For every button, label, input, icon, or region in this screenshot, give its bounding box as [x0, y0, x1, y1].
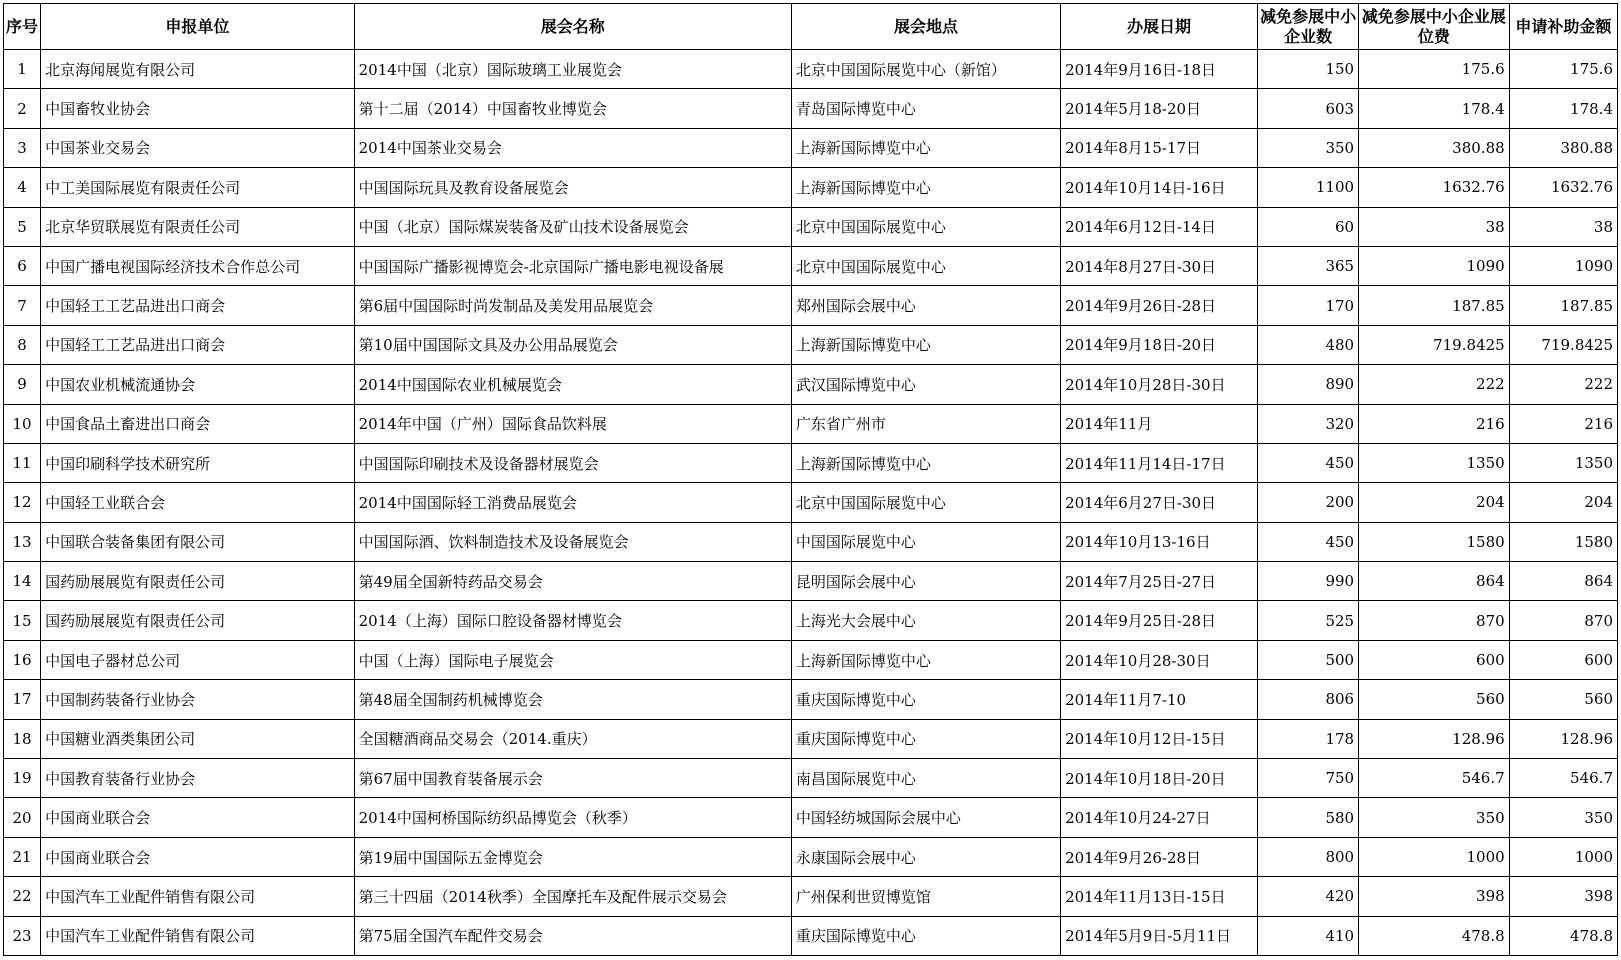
cell-exhibition-name: 中国国际玩具及教育设备展览会 — [354, 168, 791, 207]
cell-venue: 上海光大会展中心 — [791, 601, 1060, 640]
cell-sme-count: 200 — [1258, 483, 1359, 522]
cell-venue: 广东省广州市 — [791, 404, 1060, 443]
cell-booth-fee: 187.85 — [1359, 286, 1510, 325]
cell-applicant: 中国轻工工艺品进出口商会 — [41, 325, 355, 364]
cell-date: 2014年7月25日-27日 — [1061, 562, 1258, 601]
cell-booth-fee: 560 — [1359, 680, 1510, 719]
col-header-index: 序号 — [4, 4, 41, 50]
cell-subsidy: 1000 — [1509, 837, 1617, 876]
cell-sme-count: 410 — [1258, 916, 1359, 955]
table-row — [4, 168, 1618, 207]
cell-exhibition-name: 第19届中国国际五金博览会 — [354, 837, 791, 876]
cell-applicant: 中国茶业交易会 — [41, 128, 355, 167]
cell-subsidy: 216 — [1509, 404, 1617, 443]
cell-booth-fee: 38 — [1359, 207, 1510, 246]
cell-applicant: 中工美国际展览有限责任公司 — [41, 168, 355, 207]
col-header-applicant: 申报单位 — [41, 4, 355, 50]
table-row — [4, 798, 1618, 837]
cell-exhibition-name: 第48届全国制药机械博览会 — [354, 680, 791, 719]
cell-subsidy: 478.8 — [1509, 916, 1617, 955]
cell-sme-count: 990 — [1258, 562, 1359, 601]
cell-sme-count: 750 — [1258, 759, 1359, 798]
cell-applicant: 北京海闻展览有限公司 — [41, 50, 355, 89]
cell-booth-fee: 1090 — [1359, 246, 1510, 285]
cell-index: 17 — [4, 680, 41, 719]
cell-date: 2014年10月14日-16日 — [1061, 168, 1258, 207]
col-header-sme-count: 减免参展中小企业数 — [1258, 4, 1359, 50]
cell-applicant: 北京华贸联展览有限责任公司 — [41, 207, 355, 246]
col-header-booth-fee: 减免参展中小企业展位费 — [1359, 4, 1510, 50]
cell-sme-count: 350 — [1258, 128, 1359, 167]
cell-subsidy: 1350 — [1509, 443, 1617, 482]
cell-index: 2 — [4, 89, 41, 128]
cell-exhibition-name: 2014中国茶业交易会 — [354, 128, 791, 167]
cell-date: 2014年9月25日-28日 — [1061, 601, 1258, 640]
cell-sme-count: 800 — [1258, 837, 1359, 876]
table-row — [4, 640, 1618, 679]
cell-venue: 中国轻纺城国际会展中心 — [791, 798, 1060, 837]
cell-exhibition-name: 中国国际印刷技术及设备器材展览会 — [354, 443, 791, 482]
cell-subsidy: 178.4 — [1509, 89, 1617, 128]
cell-exhibition-name: 2014中国（北京）国际玻璃工业展览会 — [354, 50, 791, 89]
cell-index: 7 — [4, 286, 41, 325]
table-row — [4, 128, 1618, 167]
cell-applicant: 国药励展展览有限责任公司 — [41, 601, 355, 640]
table-row — [4, 207, 1618, 246]
cell-applicant: 中国广播电视国际经济技术合作总公司 — [41, 246, 355, 285]
cell-venue: 北京中国国际展览中心 — [791, 483, 1060, 522]
subsidy-table — [3, 3, 1618, 956]
cell-date: 2014年8月15-17日 — [1061, 128, 1258, 167]
cell-booth-fee: 1632.76 — [1359, 168, 1510, 207]
cell-venue: 武汉国际博览中心 — [791, 365, 1060, 404]
cell-booth-fee: 398 — [1359, 877, 1510, 916]
cell-index: 22 — [4, 877, 41, 916]
table-row — [4, 365, 1618, 404]
cell-applicant: 中国畜牧业协会 — [41, 89, 355, 128]
cell-index: 1 — [4, 50, 41, 89]
cell-venue: 广州保利世贸博览馆 — [791, 877, 1060, 916]
cell-exhibition-name: 2014中国国际轻工消费品展览会 — [354, 483, 791, 522]
cell-exhibition-name: 第49届全国新特药品交易会 — [354, 562, 791, 601]
cell-sme-count: 450 — [1258, 522, 1359, 561]
cell-sme-count: 480 — [1258, 325, 1359, 364]
cell-exhibition-name: 第67届中国教育装备展示会 — [354, 759, 791, 798]
cell-subsidy: 398 — [1509, 877, 1617, 916]
cell-applicant: 中国电子器材总公司 — [41, 640, 355, 679]
cell-venue: 上海新国际博览中心 — [791, 443, 1060, 482]
cell-exhibition-name: 中国国际酒、饮料制造技术及设备展览会 — [354, 522, 791, 561]
cell-exhibition-name: 第6届中国国际时尚发制品及美发用品展览会 — [354, 286, 791, 325]
cell-subsidy: 38 — [1509, 207, 1617, 246]
cell-date: 2014年10月24-27日 — [1061, 798, 1258, 837]
cell-venue: 重庆国际博览中心 — [791, 680, 1060, 719]
cell-index: 5 — [4, 207, 41, 246]
cell-index: 15 — [4, 601, 41, 640]
cell-applicant: 中国食品土畜进出口商会 — [41, 404, 355, 443]
cell-applicant: 中国轻工业联合会 — [41, 483, 355, 522]
table-row — [4, 325, 1618, 364]
cell-index: 12 — [4, 483, 41, 522]
cell-booth-fee: 128.96 — [1359, 719, 1510, 758]
table-row — [4, 837, 1618, 876]
cell-date: 2014年9月26-28日 — [1061, 837, 1258, 876]
cell-applicant: 中国糖业酒类集团公司 — [41, 719, 355, 758]
cell-date: 2014年11月7-10 — [1061, 680, 1258, 719]
table-row — [4, 877, 1618, 916]
cell-index: 20 — [4, 798, 41, 837]
cell-applicant: 中国汽车工业配件销售有限公司 — [41, 916, 355, 955]
cell-sme-count: 420 — [1258, 877, 1359, 916]
cell-date: 2014年11月14日-17日 — [1061, 443, 1258, 482]
cell-exhibition-name: 2014年中国（广州）国际食品饮料展 — [354, 404, 791, 443]
cell-exhibition-name: 第十二届（2014）中国畜牧业博览会 — [354, 89, 791, 128]
cell-sme-count: 500 — [1258, 640, 1359, 679]
cell-applicant: 中国印刷科学技术研究所 — [41, 443, 355, 482]
cell-exhibition-name: 2014中国国际农业机械展览会 — [354, 365, 791, 404]
cell-applicant: 中国轻工工艺品进出口商会 — [41, 286, 355, 325]
cell-booth-fee: 216 — [1359, 404, 1510, 443]
cell-booth-fee: 380.88 — [1359, 128, 1510, 167]
cell-subsidy: 187.85 — [1509, 286, 1617, 325]
cell-date: 2014年10月28日-30日 — [1061, 365, 1258, 404]
table-row — [4, 89, 1618, 128]
cell-subsidy: 719.8425 — [1509, 325, 1617, 364]
cell-applicant: 中国商业联合会 — [41, 798, 355, 837]
cell-venue: 郑州国际会展中心 — [791, 286, 1060, 325]
cell-applicant: 中国商业联合会 — [41, 837, 355, 876]
table-row — [4, 246, 1618, 285]
table-row — [4, 680, 1618, 719]
cell-sme-count: 1100 — [1258, 168, 1359, 207]
cell-subsidy: 1632.76 — [1509, 168, 1617, 207]
cell-venue: 上海新国际博览中心 — [791, 325, 1060, 364]
table-row — [4, 562, 1618, 601]
table-body — [4, 50, 1618, 956]
cell-venue: 上海新国际博览中心 — [791, 640, 1060, 679]
cell-date: 2014年9月16日-18日 — [1061, 50, 1258, 89]
cell-date: 2014年11月13日-15日 — [1061, 877, 1258, 916]
cell-sme-count: 603 — [1258, 89, 1359, 128]
cell-date: 2014年11月 — [1061, 404, 1258, 443]
cell-index: 10 — [4, 404, 41, 443]
cell-index: 23 — [4, 916, 41, 955]
cell-venue: 北京中国国际展览中心（新馆） — [791, 50, 1060, 89]
cell-index: 11 — [4, 443, 41, 482]
cell-booth-fee: 350 — [1359, 798, 1510, 837]
cell-booth-fee: 222 — [1359, 365, 1510, 404]
cell-applicant: 国药励展展览有限责任公司 — [41, 562, 355, 601]
col-header-venue: 展会地点 — [791, 4, 1060, 50]
cell-exhibition-name: 第10届中国国际文具及办公用品展览会 — [354, 325, 791, 364]
table-row — [4, 443, 1618, 482]
cell-exhibition-name: 第三十四届（2014秋季）全国摩托车及配件展示交易会 — [354, 877, 791, 916]
cell-venue: 中国国际展览中心 — [791, 522, 1060, 561]
cell-booth-fee: 870 — [1359, 601, 1510, 640]
cell-index: 18 — [4, 719, 41, 758]
cell-exhibition-name: 中国（上海）国际电子展览会 — [354, 640, 791, 679]
cell-applicant: 中国制药装备行业协会 — [41, 680, 355, 719]
cell-date: 2014年8月27日-30日 — [1061, 246, 1258, 285]
cell-index: 3 — [4, 128, 41, 167]
cell-index: 16 — [4, 640, 41, 679]
cell-sme-count: 890 — [1258, 365, 1359, 404]
cell-exhibition-name: 第75届全国汽车配件交易会 — [354, 916, 791, 955]
col-header-subsidy: 申请补助金额 — [1509, 4, 1617, 50]
cell-applicant: 中国联合装备集团有限公司 — [41, 522, 355, 561]
cell-venue: 永康国际会展中心 — [791, 837, 1060, 876]
cell-sme-count: 60 — [1258, 207, 1359, 246]
cell-subsidy: 560 — [1509, 680, 1617, 719]
cell-date: 2014年10月18日-20日 — [1061, 759, 1258, 798]
cell-booth-fee: 478.8 — [1359, 916, 1510, 955]
table-row — [4, 601, 1618, 640]
cell-venue: 南昌国际展览中心 — [791, 759, 1060, 798]
cell-applicant: 中国教育装备行业协会 — [41, 759, 355, 798]
cell-venue: 重庆国际博览中心 — [791, 916, 1060, 955]
cell-sme-count: 150 — [1258, 50, 1359, 89]
cell-booth-fee: 719.8425 — [1359, 325, 1510, 364]
table-row — [4, 719, 1618, 758]
table-row — [4, 286, 1618, 325]
col-header-exhibition-name: 展会名称 — [354, 4, 791, 50]
table-row — [4, 483, 1618, 522]
cell-index: 13 — [4, 522, 41, 561]
cell-date: 2014年5月18-20日 — [1061, 89, 1258, 128]
cell-subsidy: 1090 — [1509, 246, 1617, 285]
cell-exhibition-name: 2014（上海）国际口腔设备器材博览会 — [354, 601, 791, 640]
cell-exhibition-name: 2014中国柯桥国际纺织品博览会（秋季） — [354, 798, 791, 837]
table-row — [4, 50, 1618, 89]
cell-venue: 北京中国国际展览中心 — [791, 246, 1060, 285]
cell-sme-count: 365 — [1258, 246, 1359, 285]
cell-applicant: 中国农业机械流通协会 — [41, 365, 355, 404]
cell-index: 21 — [4, 837, 41, 876]
cell-booth-fee: 600 — [1359, 640, 1510, 679]
cell-date: 2014年10月12日-15日 — [1061, 719, 1258, 758]
cell-venue: 上海新国际博览中心 — [791, 168, 1060, 207]
cell-exhibition-name: 中国国际广播影视博览会-北京国际广播电影电视设备展 — [354, 246, 791, 285]
cell-date: 2014年10月28-30日 — [1061, 640, 1258, 679]
cell-subsidy: 1580 — [1509, 522, 1617, 561]
col-header-date: 办展日期 — [1061, 4, 1258, 50]
cell-venue: 昆明国际会展中心 — [791, 562, 1060, 601]
cell-subsidy: 870 — [1509, 601, 1617, 640]
cell-index: 9 — [4, 365, 41, 404]
table-row — [4, 404, 1618, 443]
cell-date: 2014年9月18日-20日 — [1061, 325, 1258, 364]
cell-sme-count: 806 — [1258, 680, 1359, 719]
cell-sme-count: 170 — [1258, 286, 1359, 325]
cell-date: 2014年5月9日-5月11日 — [1061, 916, 1258, 955]
cell-subsidy: 600 — [1509, 640, 1617, 679]
cell-sme-count: 525 — [1258, 601, 1359, 640]
cell-venue: 北京中国国际展览中心 — [791, 207, 1060, 246]
cell-subsidy: 380.88 — [1509, 128, 1617, 167]
cell-sme-count: 580 — [1258, 798, 1359, 837]
cell-booth-fee: 178.4 — [1359, 89, 1510, 128]
cell-booth-fee: 1350 — [1359, 443, 1510, 482]
cell-booth-fee: 1580 — [1359, 522, 1510, 561]
cell-exhibition-name: 中国（北京）国际煤炭装备及矿山技术设备展览会 — [354, 207, 791, 246]
cell-venue: 青岛国际博览中心 — [791, 89, 1060, 128]
cell-subsidy: 350 — [1509, 798, 1617, 837]
cell-sme-count: 450 — [1258, 443, 1359, 482]
table-row — [4, 759, 1618, 798]
cell-applicant: 中国汽车工业配件销售有限公司 — [41, 877, 355, 916]
cell-subsidy: 128.96 — [1509, 719, 1617, 758]
cell-exhibition-name: 全国糖酒商品交易会（2014.重庆） — [354, 719, 791, 758]
cell-booth-fee: 204 — [1359, 483, 1510, 522]
table-row — [4, 522, 1618, 561]
cell-subsidy: 222 — [1509, 365, 1617, 404]
cell-date: 2014年6月27日-30日 — [1061, 483, 1258, 522]
table-row — [4, 916, 1618, 955]
cell-booth-fee: 864 — [1359, 562, 1510, 601]
header-row — [4, 4, 1618, 50]
cell-index: 19 — [4, 759, 41, 798]
cell-booth-fee: 546.7 — [1359, 759, 1510, 798]
cell-date: 2014年10月13-16日 — [1061, 522, 1258, 561]
cell-subsidy: 864 — [1509, 562, 1617, 601]
cell-sme-count: 178 — [1258, 719, 1359, 758]
cell-index: 6 — [4, 246, 41, 285]
cell-sme-count: 320 — [1258, 404, 1359, 443]
cell-date: 2014年6月12日-14日 — [1061, 207, 1258, 246]
cell-subsidy: 204 — [1509, 483, 1617, 522]
cell-index: 14 — [4, 562, 41, 601]
cell-booth-fee: 1000 — [1359, 837, 1510, 876]
cell-date: 2014年9月26日-28日 — [1061, 286, 1258, 325]
cell-index: 4 — [4, 168, 41, 207]
cell-subsidy: 546.7 — [1509, 759, 1617, 798]
cell-venue: 重庆国际博览中心 — [791, 719, 1060, 758]
cell-booth-fee: 175.6 — [1359, 50, 1510, 89]
cell-venue: 上海新国际博览中心 — [791, 128, 1060, 167]
cell-subsidy: 175.6 — [1509, 50, 1617, 89]
cell-index: 8 — [4, 325, 41, 364]
